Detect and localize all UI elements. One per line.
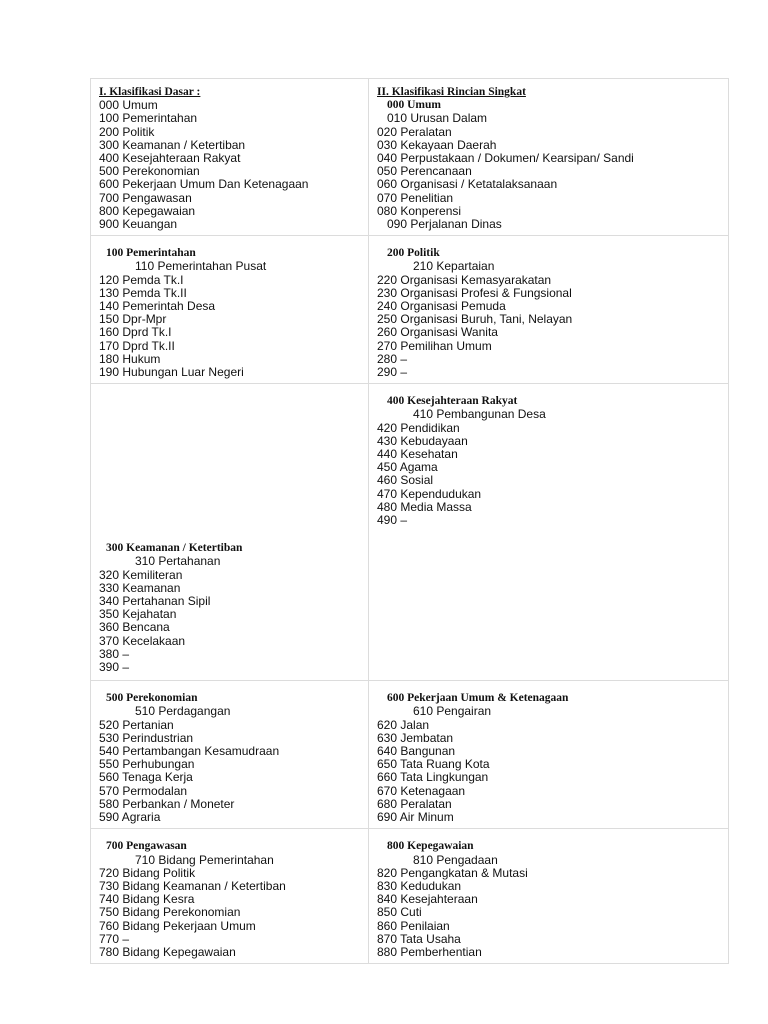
table-row bbox=[91, 681, 729, 829]
section-title: 500 Perekonomian bbox=[106, 692, 198, 705]
list-item: 900 Keuangan bbox=[99, 217, 178, 232]
list-item: 080 Konperensi bbox=[377, 203, 462, 218]
list-item: 010 Urusan Dalam bbox=[387, 111, 488, 126]
list-item: 440 Kesehatan bbox=[377, 447, 458, 462]
list-item: 550 Perhubungan bbox=[99, 757, 195, 772]
list-item: 300 Keamanan / Ketertiban bbox=[99, 137, 246, 152]
list-item: 800 Kepegawaian bbox=[99, 203, 196, 218]
section-title: I. Klasifikasi Dasar : bbox=[99, 86, 201, 98]
list-item: 520 Pertanian bbox=[99, 717, 174, 732]
list-item: 830 Kedudukan bbox=[377, 878, 462, 893]
table-cell-kepegawaian bbox=[369, 829, 729, 964]
table-cell-politik bbox=[369, 236, 729, 384]
list-item: 530 Perindustrian bbox=[99, 730, 194, 745]
list-item: 700 Pengawasan bbox=[99, 190, 192, 205]
list-item: 650 Tata Ruang Kota bbox=[377, 757, 490, 772]
list-item: 470 Kependudukan bbox=[377, 486, 482, 501]
table-cell-pemerintahan bbox=[91, 236, 369, 384]
table-cell-keamanan bbox=[91, 384, 369, 681]
list-item: 430 Kebudayaan bbox=[377, 433, 468, 448]
list-item: 260 Organisasi Wanita bbox=[377, 325, 498, 340]
list-item: 870 Tata Usaha bbox=[377, 931, 461, 946]
list-item: 040 Perpustakaan / Dokumen/ Kearsipan/ Sandi bbox=[377, 151, 634, 166]
section-title: 400 Kesejahteraan Rakyat bbox=[387, 395, 518, 408]
list-item: 210 Kepartaian bbox=[413, 259, 495, 274]
list-item: 660 Tata Lingkungan bbox=[377, 770, 489, 785]
list-item: 460 Sosial bbox=[377, 473, 434, 488]
table-cell-pekerjaan-umum bbox=[369, 681, 729, 829]
list-item: 090 Perjalanan Dinas bbox=[387, 217, 502, 232]
section-title: 700 Pengawasan bbox=[106, 840, 187, 853]
table-cell-detailed-classification bbox=[369, 79, 729, 236]
section-title: 300 Keamanan / Ketertiban bbox=[106, 542, 243, 555]
list-item: 640 Bangunan bbox=[377, 744, 456, 759]
list-item: 370 Kecelakaan bbox=[99, 633, 186, 648]
list-item: 740 Bidang Kesra bbox=[99, 892, 195, 907]
list-item: 620 Jalan bbox=[377, 717, 430, 732]
list-item: 330 Keamanan bbox=[99, 580, 181, 595]
list-item: 380 – bbox=[99, 646, 130, 661]
list-item: 630 Jembatan bbox=[377, 730, 454, 745]
list-item: 710 Bidang Pemerintahan bbox=[135, 852, 274, 867]
list-item: 410 Pembangunan Desa bbox=[413, 407, 546, 422]
section-title: 800 Kepegawaian bbox=[387, 840, 474, 853]
list-item: 570 Permodalan bbox=[99, 783, 188, 798]
list-item: 540 Pertambangan Kesamudraan bbox=[99, 744, 280, 759]
list-item: 820 Pengangkatan & Mutasi bbox=[377, 865, 528, 880]
list-item: 610 Pengairan bbox=[413, 704, 492, 719]
section-title: 600 Pekerjaan Umum & Ketenagaan bbox=[387, 692, 569, 705]
list-item: 310 Pertahanan bbox=[135, 554, 221, 569]
list-item: 420 Pendidikan bbox=[377, 420, 460, 435]
list-item: 490 – bbox=[377, 513, 408, 528]
list-item: 880 Pemberhentian bbox=[377, 944, 482, 959]
list-item: 190 Hubungan Luar Negeri bbox=[99, 365, 244, 380]
table-row bbox=[91, 79, 729, 236]
list-item: 680 Peralatan bbox=[377, 796, 452, 811]
list-item: 250 Organisasi Buruh, Tani, Nelayan bbox=[377, 312, 573, 327]
list-item: 340 Pertahanan Sipil bbox=[99, 594, 211, 609]
section-title: 200 Politik bbox=[387, 247, 440, 260]
subsection-title: 000 Umum bbox=[387, 99, 441, 112]
table-row bbox=[91, 829, 729, 964]
list-item: 200 Politik bbox=[99, 124, 155, 139]
list-item: 500 Perekonomian bbox=[99, 164, 200, 179]
list-item: 030 Kekayaan Daerah bbox=[377, 137, 497, 152]
list-item: 060 Organisasi / Ketatalaksanaan bbox=[377, 177, 558, 192]
section-title: II. Klasifikasi Rincian Singkat bbox=[377, 86, 526, 98]
list-item: 270 Pemilihan Umum bbox=[377, 338, 492, 353]
table-row bbox=[91, 236, 729, 384]
list-item: 230 Organisasi Profesi & Fungsional bbox=[377, 285, 572, 300]
list-item: 110 Pemerintahan Pusat bbox=[135, 259, 267, 274]
list-item: 560 Tenaga Kerja bbox=[99, 770, 193, 785]
list-item: 720 Bidang Politik bbox=[99, 865, 196, 880]
list-item: 280 – bbox=[377, 351, 408, 366]
list-item: 670 Ketenagaan bbox=[377, 783, 466, 798]
table-cell-basic-classification bbox=[91, 79, 369, 236]
list-item: 850 Cuti bbox=[377, 905, 422, 920]
table-cell-pengawasan bbox=[91, 829, 369, 964]
list-item: 600 Pekerjaan Umum Dan Ketenagaan bbox=[99, 177, 309, 192]
list-item: 130 Pemda Tk.II bbox=[99, 285, 187, 300]
classification-table bbox=[90, 78, 729, 964]
list-item: 020 Peralatan bbox=[377, 124, 452, 139]
list-item: 510 Perdagangan bbox=[135, 704, 231, 719]
table-cell-kesejahteraan bbox=[369, 384, 729, 681]
list-item: 770 – bbox=[99, 931, 130, 946]
list-item: 760 Bidang Pekerjaan Umum bbox=[99, 918, 256, 933]
list-item: 170 Dprd Tk.II bbox=[99, 338, 175, 353]
list-item: 690 Air Minum bbox=[377, 810, 454, 825]
list-item: 750 Bidang Perekonomian bbox=[99, 905, 241, 920]
list-item: 860 Penilaian bbox=[377, 918, 450, 933]
list-item: 840 Kesejahteraan bbox=[377, 892, 478, 907]
item-list bbox=[99, 99, 360, 231]
list-item: 320 Kemiliteran bbox=[99, 567, 183, 582]
list-item: 730 Bidang Keamanan / Ketertiban bbox=[99, 878, 286, 893]
list-item: 000 Umum bbox=[99, 98, 158, 113]
list-item: 290 – bbox=[377, 365, 408, 380]
list-item: 240 Organisasi Pemuda bbox=[377, 299, 506, 314]
list-item: 160 Dprd Tk.I bbox=[99, 325, 172, 340]
list-item: 350 Kejahatan bbox=[99, 607, 177, 622]
list-item: 360 Bencana bbox=[99, 620, 170, 635]
list-item: 590 Agraria bbox=[99, 810, 161, 825]
list-item: 780 Bidang Kepegawaian bbox=[99, 944, 236, 959]
list-item: 050 Perencanaan bbox=[377, 164, 472, 179]
list-item: 480 Media Massa bbox=[377, 499, 472, 514]
list-item: 810 Pengadaan bbox=[413, 852, 498, 867]
section-title: 100 Pemerintahan bbox=[106, 247, 196, 260]
list-item: 580 Perbankan / Moneter bbox=[99, 796, 235, 811]
table-cell-perekonomian bbox=[91, 681, 369, 829]
list-item: 390 – bbox=[99, 660, 130, 675]
list-item: 220 Organisasi Kemasyarakatan bbox=[377, 272, 552, 287]
list-item: 120 Pemda Tk.I bbox=[99, 272, 184, 287]
list-item: 450 Agama bbox=[377, 460, 438, 475]
list-item: 150 Dpr-Mpr bbox=[99, 312, 167, 327]
list-item: 400 Kesejahteraan Rakyat bbox=[99, 151, 241, 166]
list-item: 070 Penelitian bbox=[377, 190, 454, 205]
list-item: 100 Pemerintahan bbox=[99, 111, 198, 126]
list-item: 180 Hukum bbox=[99, 351, 161, 366]
list-item: 140 Pemerintah Desa bbox=[99, 299, 216, 314]
table-row bbox=[91, 384, 729, 681]
